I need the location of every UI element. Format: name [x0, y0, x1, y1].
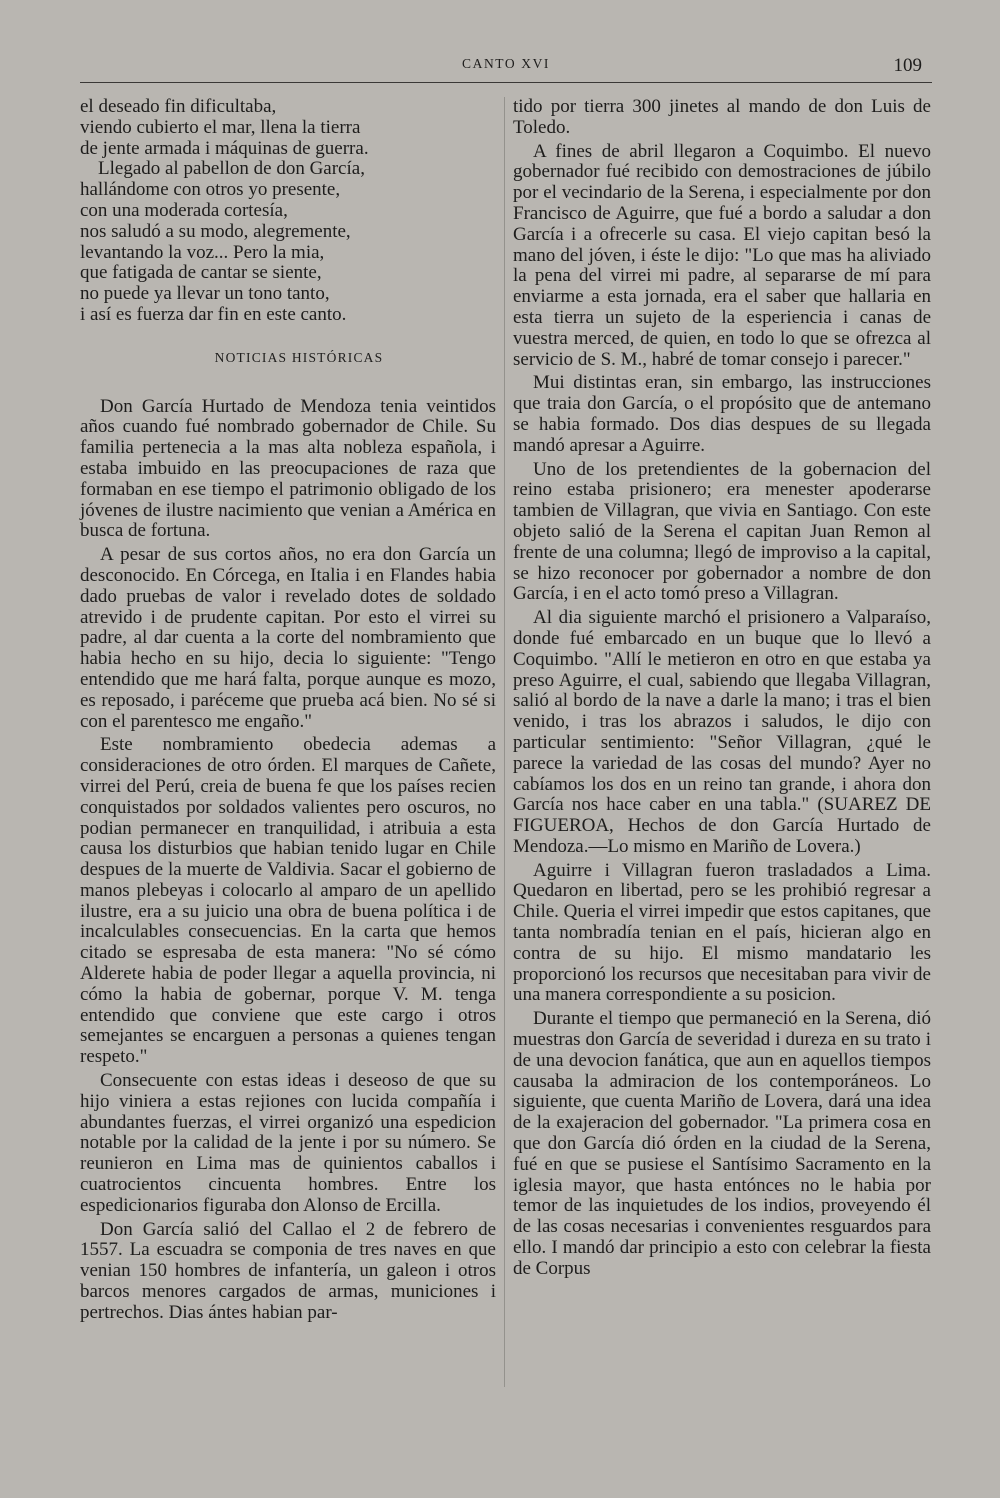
running-title: CANTO XVI: [461, 56, 551, 71]
verse-line: nos saludó a su modo, alegremente,: [80, 220, 351, 242]
paragraph: Al dia siguiente marchó el prisionero a Valparaíso, donde fué embarcado en un buque que lo llevó a Coquimbo. "Allí le metieron en otro en que estaba ya preso Aguirre, el cual, sabiendo que llegaba Villagran, salió al bordo de la nave a darle la mano; i tras el bien venido, i tras los abrazos i saludos, le dijo con particular sentimiento: "Señor Villagran, ¿qué le parece la variedad de las cosas del mundo? Ayer no cabíamos los dos en un reino tan grande, i ahora don García nos hace caber en una tabla." (SUAREZ DE FIGUEROA, Hechos de don García Hurtado de Mendoza.—Lo mismo en Mariño de Lovera.): [513, 607, 931, 857]
verse-line: el deseado fin dificultaba,: [80, 96, 277, 117]
verse-line: que fatigada de cantar se siente,: [80, 262, 322, 284]
verse-line: de jente armada i máquinas de guerra.: [80, 137, 369, 159]
section-heading: NOTICIAS HISTÓRICAS: [214, 349, 384, 365]
column-gutter: [504, 97, 505, 1387]
paragraph: Aguirre i Villagran fueron trasladados a Lima. Quedaron en libertad, pero se les prohibió regresar a Chile. Queria el virrei impedir que estos capitanes, que tanta nombradía tenian en el país, hicieran algo en contra de su hijo. El mismo mandatario les proporcionó los recursos que necesitaban para vivir de una manera correspondiente a su posicion.: [513, 859, 931, 1006]
paragraph: Don García salió del Callao el 2 de febrero de 1557. La escuadra se componia de tres naves en que venian 150 hombres de infantería, un galeon i otros barcos menores cargados de armas, municiones i pertrechos. Dias ántes habian par-: [80, 1218, 496, 1323]
paragraph: Durante el tiempo que permaneció en la Serena, dió muestras don García de severidad i dureza en su trato i de una devocion fanática, que aun en aquellos tiempos causaba la admiracion de los contemporáneos. Lo siguiente, que cuenta Mariño de Lovera, dará una idea de la exajeracion del gobernador. "La primera cosa en que don García dió órden en la ciudad de la Serena, fué en que se pusiese el Santísimo Sacramento en la iglesia mayor, que hasta entónces no le habia por temor de las inquietudes de los indios, proveyendo él de las cosas necesarias i convenientes resguardos para ello. I mandó dar principio a esto con celebrar la fiesta de Corpus: [513, 1008, 931, 1279]
verse-line: i así es fuerza dar fin en este canto.: [80, 303, 347, 325]
paragraph: A fines de abril llegaron a Coquimbo. El nuevo gobernador fué recibido con demostraciones de júbilo por el vecindario de la Serena, i especialmente por don Francisco de Aguirre, que fué a bordo a saludar a don García i a ofrecerle su casa. El viejo capitan besó la mano del jóven, i éste le dijo: "Lo que mas ha aliviado la pena del virrei mi padre, al separarse de mí para enviarme a esta jornada, era el saber que hallaria en esta tierra un sujeto de la esperiencia i canas de vuestra merced, de quien, en todo lo que se ofrezca al servicio de S. M., habré de tomar consejo i parecer.": [513, 140, 931, 370]
paragraph: A pesar de sus cortos años, no era don García un desconocido. En Córcega, en Italia i en Flandes habia dado pruebas de valor i revelado dotes de soldado atrevido i de prudente capitan. Por esto el virrei su padre, al dar cuenta a la corte del nombramiento que habia hecho en su hijo, decia lo siguiente: "Tengo entendido que me hará falta, porque aunque es mozo, es reposado, i paréceme que prueba acá bien. No sé si con el parentesco me engaño.": [80, 544, 496, 732]
right-prose: [513, 97, 931, 1280]
verse-line: Llegado al pabellon de don García,: [98, 158, 365, 180]
paragraph: Este nombramiento obedecia ademas a consideraciones de otro órden. El marques de Cañete, virrei del Perú, creia de buena fe que los países recien conquistados por soldados valientes pero oscuros, no podian permanecer en tranquilidad, i atribuia a esta causa los disturbios que habian tenido lugar en Chile despues de la muerte de Valdivia. Sacar el gobierno de manos plebeyas i colocarlo al amparo de un apellido ilustre, era a su juicio una obra de buena política i de incalculables consecuencias. En la carta que hemos citado se espresaba de esta manera: "No sé cómo Alderete habia de poder llegar a aquella provincia, ni cómo la habia de gobernar, porque V. M. tenga entendido que conviene que este cargo i otros semejantes se encarguen a personas a quienes tengan respeto.": [80, 734, 496, 1068]
paragraph: Uno de los pretendientes de la gobernacion del reino estaba prisionero; era menester apoderarse tambien de Villagran, que vivia en Santiago. Con este objeto salió de la Serena el capitan Juan Remon al frente de una columna; llegó de improviso a la capital, se hizo reconocer por gobernador a nombre de don García, i en el acto tomó preso a Villagran.: [513, 458, 931, 605]
paragraph: Mui distintas eran, sin embargo, las instrucciones que traia don García, o el propósito que de antemano se habia formado. Dos dias despues de su llegada mandó apresar a Aguirre.: [513, 372, 931, 456]
left-prose: [80, 397, 496, 1324]
poem-stanza: [80, 97, 496, 326]
paragraph: Don García Hurtado de Mendoza tenia veintidos años cuando fué nombrado gobernador de Chile. Su familia pertenecia a la mas alta nobleza española, i estaba imbuido en las preocupaciones de raza que formaban en ese tiempo el patrimonio obligado de los jóvenes de ilustre nacimiento que venian a América en busca de fortuna.: [80, 395, 496, 542]
running-header: [80, 52, 932, 83]
paragraph-continuation: tido por tierra 300 jinetes al mando de don Luis de Toledo.: [513, 96, 931, 138]
verse-line: viendo cubierto el mar, llena la tierra: [80, 116, 361, 138]
verse-line: hallándome con otros yo presente,: [80, 179, 341, 201]
verse-line: no puede ya llevar un tono tanto,: [80, 283, 330, 305]
verse-line: con una moderada cortesía,: [80, 199, 288, 221]
verse-line: levantando la voz... Pero la mia,: [80, 241, 325, 263]
left-column: [80, 97, 496, 1327]
page-number: 109: [893, 55, 922, 76]
paragraph: Consecuente con estas ideas i deseoso de que su hijo viniera a estas rejiones con lucida compañía i abundantes fuerzas, el virrei organizó una espedicion notable por la calidad de la jente i por su número. Se reunieron en Lima mas de quinientos caballos i cuatrocientos cincuenta hombres. Entre los espedicionarios figuraba don Alonso de Ercilla.: [80, 1070, 496, 1216]
right-column: [513, 97, 931, 1283]
